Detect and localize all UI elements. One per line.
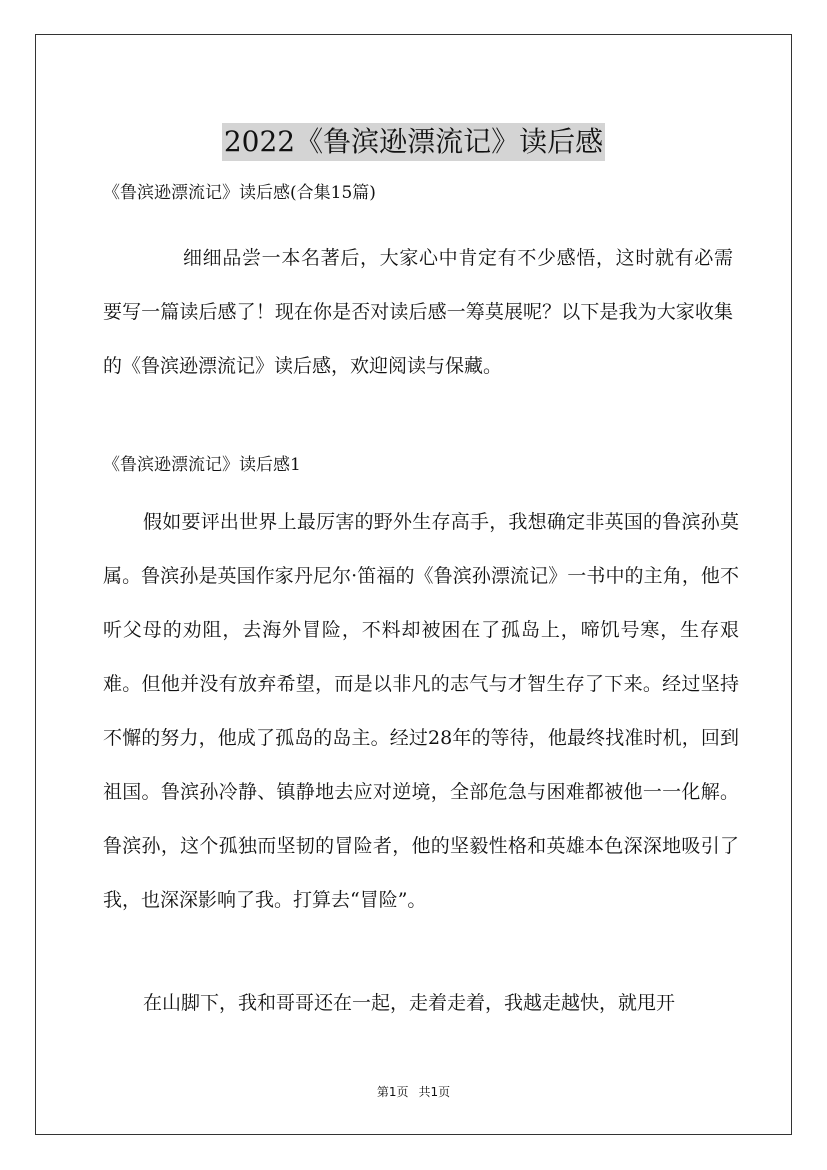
page-footer xyxy=(0,1084,827,1100)
intro-paragraph: 细细品尝一本名著后，大家心中肯定有不少感悟，这时就有必需要写一篇读后感了！现在你是否对读后感一筹莫展呢？以下是我为大家收集的《鲁滨逊漂流记》读后感，欢迎阅读与保藏。 xyxy=(103,247,733,377)
total-pages: 共1页 xyxy=(418,1085,451,1099)
section-heading: 《鲁滨逊漂流记》读后感1 xyxy=(103,455,301,475)
body-paragraph-2: 在山脚下，我和哥哥还在一起，走着走着，我越走越快，就甩开 xyxy=(143,992,676,1014)
document-subtitle: 《鲁滨逊漂流记》读后感(合集15篇) xyxy=(103,183,376,203)
document-title: 2022《鲁滨逊漂流记》读后感 xyxy=(222,123,605,161)
title-container xyxy=(0,104,827,180)
body-paragraph-1: 假如要评出世界上最厉害的野外生存高手，我想确定非英国的鲁滨孙莫属。鲁滨孙是英国作家丹尼尔·笛福的《鲁滨孙漂流记》一书中的主角，他不听父母的劝阻，去海外冒险，不料却被困在了孤岛上，啼饥号寒，生存艰难。但他并没有放弃希望，而是以非凡的志气与才智生存了下来。经过坚持不懈的努力，他成了孤岛的岛主。经过28年的等待，他最终找准时机，回到祖国。鲁滨孙冷静、镇静地去应对逆境，全部危急与困难都被他一一化解。鲁滨孙，这个孤独而坚韧的冒险者，他的坚毅性格和英雄本色深深地吸引了我，也深深影响了我。打算去“冒险”。 xyxy=(103,511,739,911)
page-number: 第1页 xyxy=(376,1085,409,1099)
